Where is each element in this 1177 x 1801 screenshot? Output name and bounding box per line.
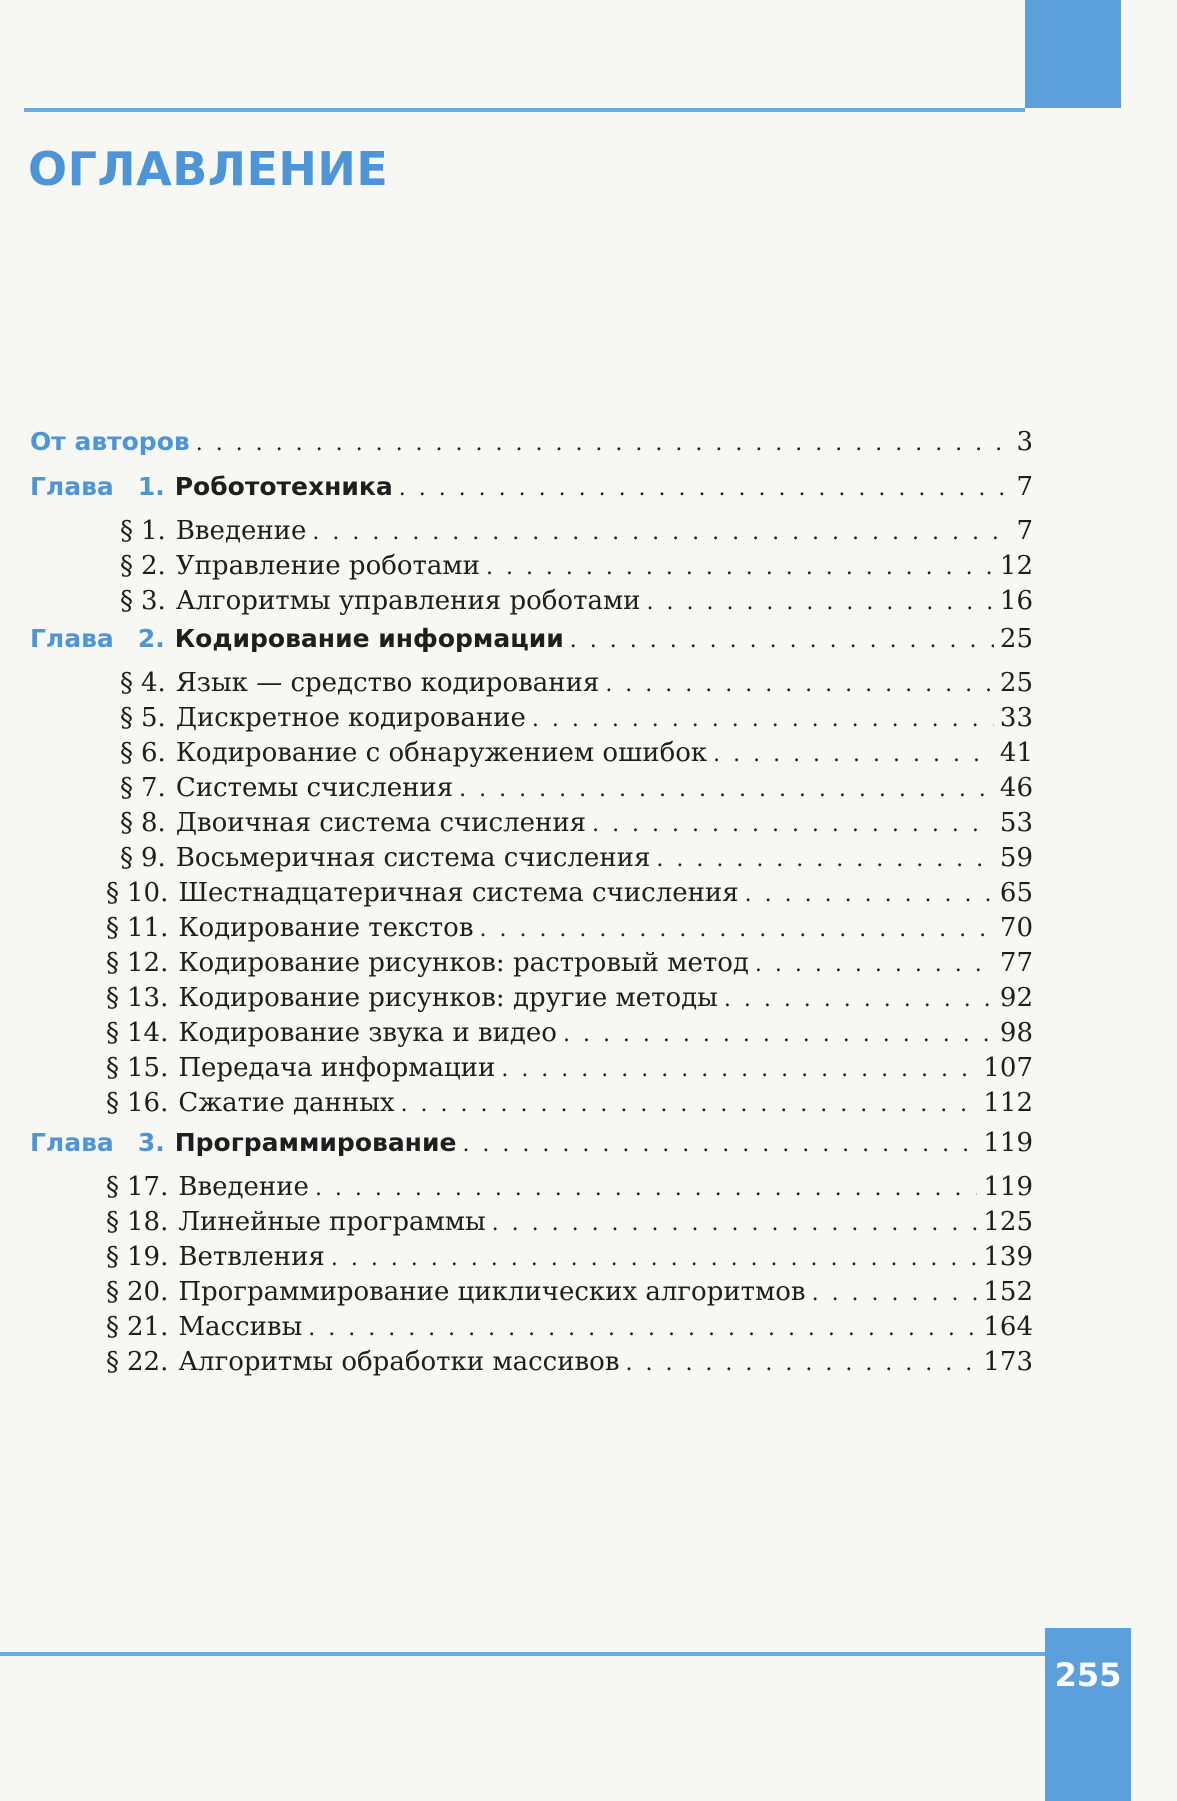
section-number: 12. [127, 948, 169, 978]
dot-leader [605, 668, 994, 702]
section-number: 18. [127, 1207, 169, 1237]
section-symbol: § [120, 668, 133, 698]
section-symbol: § [106, 1242, 119, 1272]
section-number: 21. [127, 1312, 169, 1342]
dot-leader [656, 843, 994, 877]
section-number: 6. [141, 738, 166, 768]
toc-preface-row[interactable] [30, 425, 1033, 459]
section-symbol: § [106, 1312, 119, 1342]
toc-section-row[interactable] [120, 701, 1033, 735]
section-number: 9. [141, 843, 166, 873]
chapter-title: Программирование [174, 1128, 457, 1157]
section-title: Кодирование рисунков: растровый метод [178, 948, 749, 978]
page-title: ОГЛАВЛЕНИЕ [28, 142, 389, 196]
section-symbol: § [120, 551, 133, 581]
toc-section-row[interactable] [120, 549, 1033, 583]
dot-leader [492, 1207, 978, 1241]
dot-leader [592, 808, 994, 842]
section-page: 41 [999, 738, 1033, 768]
dot-leader [401, 1088, 978, 1122]
chapter-word: Глава [30, 624, 114, 653]
section-title: Ветвления [178, 1242, 325, 1272]
section-number: 2. [141, 551, 166, 581]
section-title: Кодирование звука и видео [178, 1018, 557, 1048]
section-symbol: § [106, 948, 119, 978]
dot-leader [308, 1312, 977, 1346]
section-title: Системы счисления [175, 773, 454, 803]
section-symbol: § [120, 586, 133, 616]
toc-chapter-row[interactable] [30, 622, 1033, 656]
chapter-number: 3. [137, 1128, 165, 1157]
section-number: 15. [127, 1053, 169, 1083]
section-number: 5. [141, 703, 166, 733]
chapter-number: 1. [137, 472, 165, 501]
section-symbol: § [120, 808, 133, 838]
chapter-page: 119 [983, 1128, 1033, 1158]
section-symbol: § [106, 1088, 119, 1118]
dot-leader [745, 878, 994, 912]
section-page: 77 [999, 948, 1033, 978]
chapter-word: Глава [30, 472, 114, 501]
chapter-word: Глава [30, 1128, 114, 1157]
chapter-page: 7 [1016, 472, 1033, 502]
section-page: 53 [999, 808, 1033, 838]
section-number: 14. [127, 1018, 169, 1048]
toc-section-row[interactable] [106, 1275, 1033, 1309]
toc-section-row[interactable] [106, 1310, 1033, 1344]
section-number: 3. [141, 586, 166, 616]
dot-leader [570, 624, 994, 658]
toc-section-row[interactable] [120, 514, 1033, 548]
preface-page: 3 [1016, 427, 1033, 457]
top-color-tab [1025, 0, 1121, 108]
section-title: Сжатие данных [178, 1088, 395, 1118]
toc-section-row[interactable] [120, 666, 1033, 700]
section-page: 33 [999, 703, 1033, 733]
section-symbol: § [106, 878, 119, 908]
dot-leader [315, 1172, 977, 1206]
section-title: Передача информации [178, 1053, 496, 1083]
dot-leader [459, 773, 994, 807]
dot-leader [462, 1128, 977, 1162]
dot-leader [724, 983, 994, 1017]
section-symbol: § [106, 1347, 119, 1377]
preface-label: От авторов [30, 427, 190, 456]
section-symbol: § [120, 843, 133, 873]
section-number: 16. [127, 1088, 169, 1118]
section-title: Введение [178, 1172, 309, 1202]
toc-section-row[interactable] [106, 981, 1033, 1015]
dot-leader [532, 703, 994, 737]
section-symbol: § [106, 1053, 119, 1083]
section-title: Кодирование текстов [178, 913, 474, 943]
section-title: Дискретное кодирование [175, 703, 526, 733]
section-symbol: § [106, 983, 119, 1013]
section-title: Введение [175, 516, 307, 546]
section-symbol: § [106, 1207, 119, 1237]
bottom-rule [0, 1652, 1045, 1656]
section-title: Линейные программы [178, 1207, 486, 1237]
section-page: 139 [983, 1242, 1033, 1272]
bottom-color-tab [1045, 1628, 1131, 1801]
section-symbol: § [106, 1018, 119, 1048]
section-number: 11. [127, 913, 169, 943]
section-page: 125 [983, 1207, 1033, 1237]
dot-leader [563, 1018, 994, 1052]
chapter-title: Кодирование информации [174, 624, 564, 653]
dot-leader [812, 1277, 978, 1311]
section-page: 46 [999, 773, 1033, 803]
toc-section-row[interactable] [106, 876, 1033, 910]
section-number: 17. [127, 1172, 169, 1202]
dot-leader [647, 586, 994, 620]
section-title: Программирование циклических алгоритмов [178, 1277, 806, 1307]
dot-leader [312, 516, 1010, 550]
section-page: 12 [999, 551, 1033, 581]
section-title: Кодирование с обнаружением ошибок [175, 738, 708, 768]
section-title: Алгоритмы управления роботами [175, 586, 641, 616]
section-number: 10. [127, 878, 169, 908]
section-page: 107 [983, 1053, 1033, 1083]
dot-leader [331, 1242, 978, 1276]
section-page: 65 [999, 878, 1033, 908]
toc-chapter-row[interactable] [30, 470, 1033, 504]
toc-section-row[interactable] [120, 841, 1033, 875]
section-title: Шестнадцатеричная система счисления [178, 878, 739, 908]
section-symbol: § [106, 1172, 119, 1202]
dot-leader [713, 738, 994, 772]
section-page: 98 [999, 1018, 1033, 1048]
section-title: Язык — средство кодирования [175, 668, 600, 698]
dot-leader [486, 551, 994, 585]
section-page: 70 [999, 913, 1033, 943]
page-number: 255 [1054, 1656, 1122, 1694]
dot-leader [625, 1347, 977, 1381]
section-number: 4. [141, 668, 166, 698]
section-number: 8. [141, 808, 166, 838]
section-symbol: § [106, 1277, 119, 1307]
section-number: 22. [127, 1347, 169, 1377]
toc-section-row[interactable] [106, 1345, 1033, 1379]
section-title: Кодирование рисунков: другие методы [178, 983, 718, 1013]
toc-section-row[interactable] [106, 946, 1033, 980]
toc-section-row[interactable] [120, 806, 1033, 840]
section-page: 7 [1016, 516, 1033, 546]
section-page: 164 [983, 1312, 1033, 1342]
toc-chapter-row[interactable] [30, 1126, 1033, 1160]
section-title: Двоичная система счисления [175, 808, 587, 838]
section-symbol: § [120, 738, 133, 768]
section-page: 92 [999, 983, 1033, 1013]
section-title: Алгоритмы обработки массивов [178, 1347, 620, 1377]
dot-leader [501, 1053, 977, 1087]
section-page: 16 [999, 586, 1033, 616]
section-page: 173 [983, 1347, 1033, 1377]
section-title: Восьмеричная система счисления [175, 843, 651, 873]
section-page: 25 [999, 668, 1033, 698]
dot-leader [479, 913, 993, 947]
section-number: 7. [141, 773, 166, 803]
section-number: 1. [141, 516, 166, 546]
section-number: 13. [127, 983, 169, 1013]
section-symbol: § [120, 773, 133, 803]
toc-section-row[interactable] [106, 1086, 1033, 1120]
section-page: 152 [983, 1277, 1033, 1307]
dot-leader [399, 472, 1011, 506]
chapter-page: 25 [999, 624, 1033, 654]
section-number: 20. [127, 1277, 169, 1307]
section-symbol: § [120, 516, 133, 546]
section-title: Массивы [178, 1312, 303, 1342]
section-symbol: § [120, 703, 133, 733]
dot-leader [755, 948, 994, 982]
chapter-title: Робототехника [174, 472, 393, 501]
section-number: 19. [127, 1242, 169, 1272]
section-title: Управление роботами [175, 551, 480, 581]
section-page: 59 [999, 843, 1033, 873]
toc-section-row[interactable] [106, 1170, 1033, 1204]
section-page: 119 [983, 1172, 1033, 1202]
section-page: 112 [983, 1088, 1033, 1118]
toc-section-row[interactable] [120, 736, 1033, 770]
toc-section-row[interactable] [120, 771, 1033, 805]
toc-section-row[interactable] [106, 911, 1033, 945]
chapter-number: 2. [137, 624, 165, 653]
section-symbol: § [106, 913, 119, 943]
toc-section-row[interactable] [106, 1051, 1033, 1085]
toc-section-row[interactable] [120, 584, 1033, 618]
toc-section-row[interactable] [106, 1016, 1033, 1050]
top-rule [24, 108, 1025, 112]
dot-leader [196, 427, 1011, 461]
toc-section-row[interactable] [106, 1240, 1033, 1274]
toc-section-row[interactable] [106, 1205, 1033, 1239]
